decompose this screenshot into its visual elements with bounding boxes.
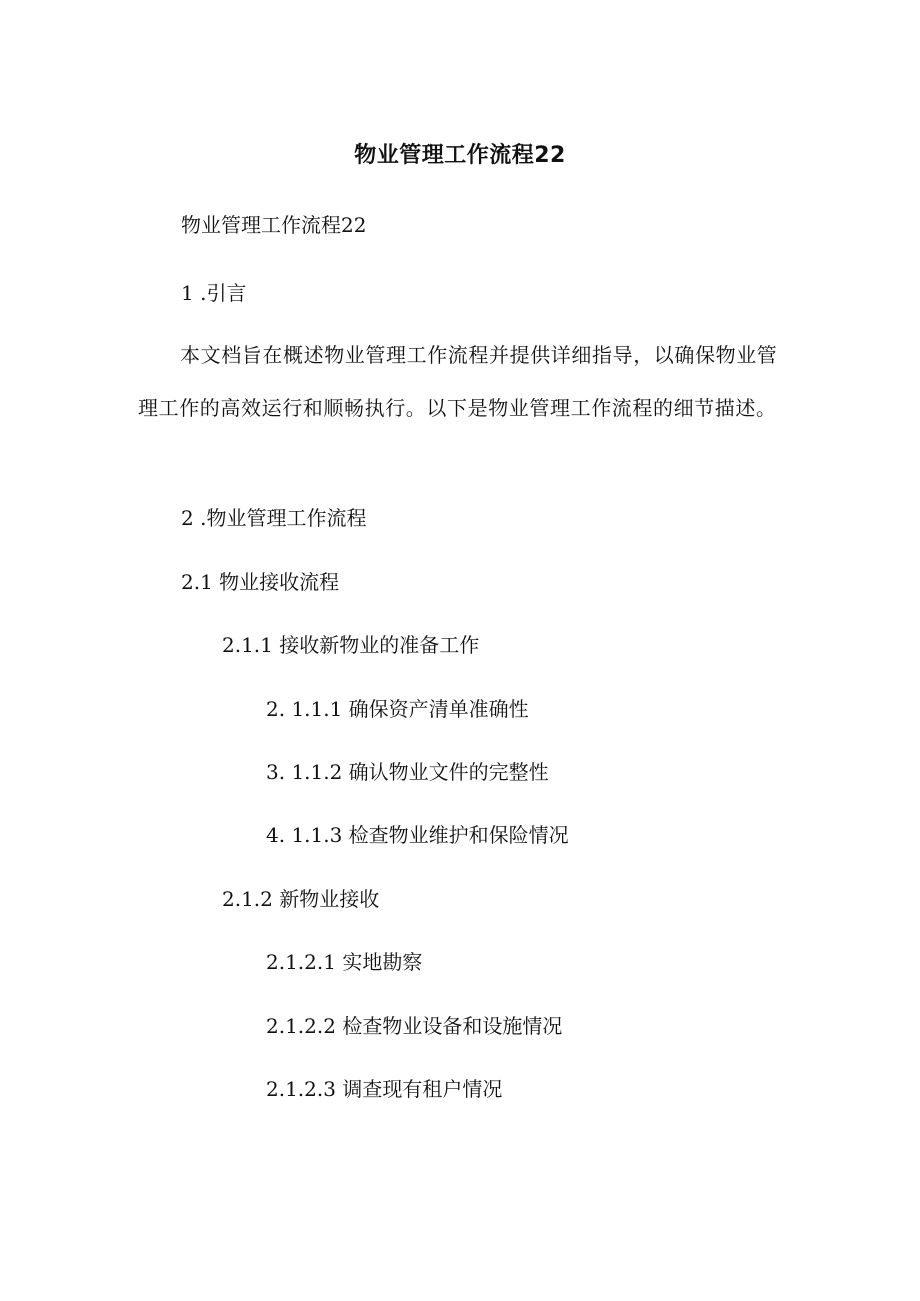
document-title: 物业管理工作流程22	[354, 143, 566, 168]
outline-item-2-1-1-3: 4. 1.1.3 检查物业维护和保险情况	[266, 823, 569, 847]
outline-item-2-1-2-3: 2.1.2.3 调查现有租户情况	[266, 1077, 503, 1101]
intro-paragraph: 本文档旨在概述物业管理工作流程并提供详细指导，以确保物业管理工作的高效运行和顺畅执行。以下是物业管理工作流程的细节描述。	[138, 343, 778, 420]
outline-item-2-1-1-2: 3. 1.1.2 确认物业文件的完整性	[266, 760, 549, 784]
section-heading-process: 2 .物业管理工作流程	[181, 506, 367, 530]
outline-item-2-1: 2.1 物业接收流程	[181, 570, 340, 594]
outline-item-2-1-1: 2.1.1 接收新物业的准备工作	[222, 633, 480, 657]
outline-item-2-1-1-1: 2. 1.1.1 确保资产清单准确性	[266, 697, 529, 721]
outline-item-2-1-2: 2.1.2 新物业接收	[222, 887, 380, 911]
outline-item-2-1-2-2: 2.1.2.2 检查物业设备和设施情况	[266, 1014, 563, 1038]
document-subtitle: 物业管理工作流程22	[181, 213, 367, 237]
outline-item-2-1-2-1: 2.1.2.1 实地勘察	[266, 950, 423, 974]
section-heading-intro: 1 .引言	[181, 281, 247, 305]
